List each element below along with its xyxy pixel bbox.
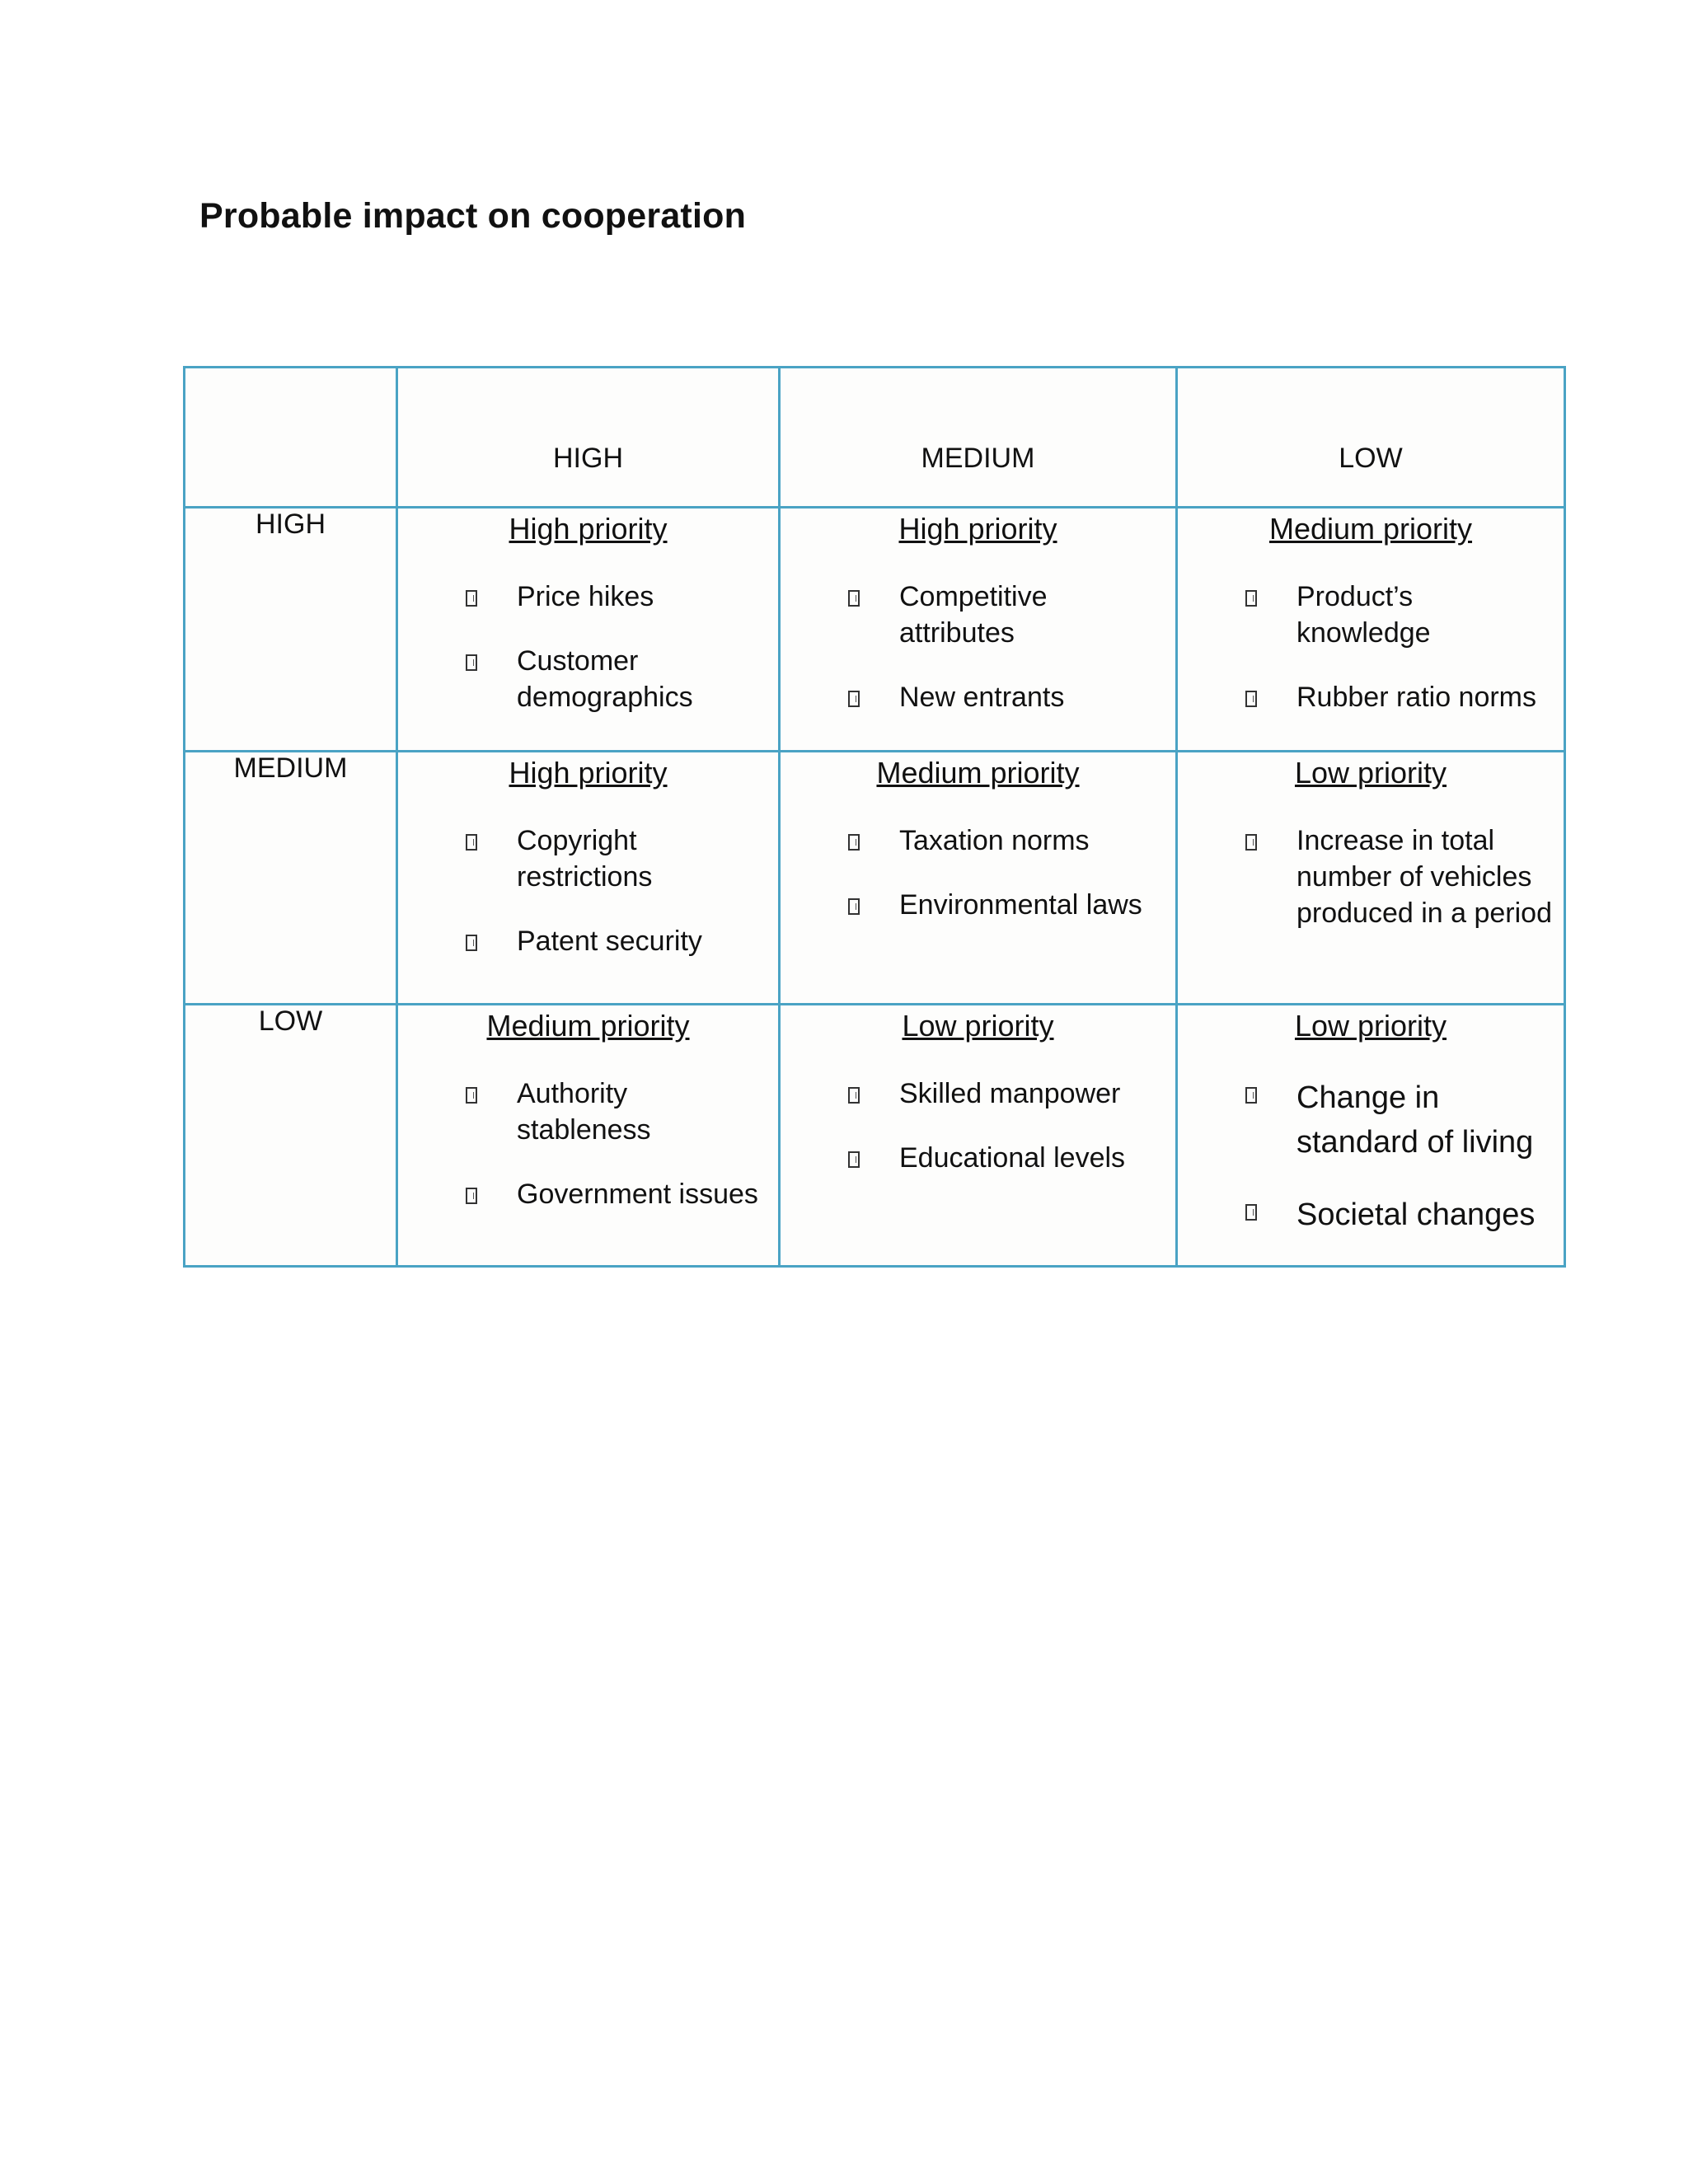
box-bullet-icon bbox=[466, 935, 477, 951]
column-header-low bbox=[1177, 368, 1565, 508]
box-bullet-icon bbox=[848, 590, 860, 607]
box-bullet-icon bbox=[466, 654, 477, 671]
column-header-medium bbox=[780, 368, 1177, 508]
column-header-label: HIGH bbox=[553, 443, 623, 474]
list-item: Customer demographics bbox=[466, 643, 768, 715]
row-header-medium bbox=[185, 752, 397, 1005]
list-item: Environmental laws bbox=[848, 887, 1165, 923]
box-bullet-icon bbox=[466, 1188, 477, 1204]
list-item: Competitive attributes bbox=[848, 579, 1165, 651]
box-bullet-icon bbox=[466, 834, 477, 851]
column-header-label: MEDIUM bbox=[921, 443, 1035, 474]
priority-title: Medium priority bbox=[1268, 512, 1473, 546]
item-list bbox=[408, 823, 768, 959]
list-item: Price hikes bbox=[466, 579, 768, 615]
item-list bbox=[1188, 579, 1554, 715]
row-header-label: LOW bbox=[258, 1005, 323, 1037]
box-bullet-icon bbox=[1245, 590, 1257, 607]
box-bullet-icon bbox=[848, 1087, 860, 1104]
column-header-high bbox=[397, 368, 780, 508]
box-bullet-icon bbox=[466, 590, 477, 607]
item-list bbox=[1188, 823, 1554, 931]
box-bullet-icon bbox=[848, 691, 860, 707]
matrix-cell bbox=[1177, 1005, 1565, 1267]
box-bullet-icon bbox=[848, 1151, 860, 1168]
item-list bbox=[408, 1076, 768, 1212]
box-bullet-icon bbox=[848, 898, 860, 915]
impact-matrix-table bbox=[183, 366, 1566, 1268]
item-list bbox=[790, 579, 1165, 715]
priority-title: Medium priority bbox=[486, 1009, 690, 1043]
table-row bbox=[185, 508, 1565, 752]
item-list bbox=[408, 579, 768, 715]
list-item: Change in standard of living bbox=[1245, 1076, 1554, 1165]
row-header-high bbox=[185, 508, 397, 752]
list-item: Rubber ratio norms bbox=[1245, 679, 1554, 715]
page-title: Probable impact on cooperation bbox=[199, 196, 747, 236]
list-item: Societal changes bbox=[1245, 1193, 1554, 1237]
list-item: Copyright restrictions bbox=[466, 823, 768, 895]
list-item: Educational levels bbox=[848, 1140, 1165, 1176]
box-bullet-icon bbox=[466, 1087, 477, 1104]
corner-cell bbox=[185, 368, 397, 508]
column-header-label: LOW bbox=[1339, 443, 1403, 474]
row-header-label: HIGH bbox=[256, 509, 326, 540]
box-bullet-icon bbox=[848, 834, 860, 851]
priority-title: Low priority bbox=[902, 1009, 1054, 1043]
matrix-cell bbox=[780, 1005, 1177, 1267]
list-item: Patent security bbox=[466, 923, 768, 959]
matrix-cell bbox=[780, 508, 1177, 752]
box-bullet-icon bbox=[1245, 834, 1257, 851]
matrix-cell bbox=[780, 752, 1177, 1005]
item-list bbox=[790, 823, 1165, 923]
priority-title: High priority bbox=[509, 512, 668, 546]
priority-title: Low priority bbox=[1294, 1009, 1447, 1043]
list-item: Government issues bbox=[466, 1176, 768, 1212]
matrix-cell bbox=[397, 752, 780, 1005]
list-item: New entrants bbox=[848, 679, 1165, 715]
matrix-cell bbox=[397, 508, 780, 752]
list-item: Increase in total number of vehicles produced in a period bbox=[1245, 823, 1554, 931]
priority-title: High priority bbox=[898, 512, 1057, 546]
priority-title: Low priority bbox=[1294, 756, 1447, 790]
priority-title: High priority bbox=[509, 756, 668, 790]
table-row bbox=[185, 1005, 1565, 1267]
header-row bbox=[185, 368, 1565, 508]
box-bullet-icon bbox=[1245, 691, 1257, 707]
box-bullet-icon bbox=[1245, 1204, 1257, 1221]
matrix-cell bbox=[397, 1005, 780, 1267]
item-list bbox=[1188, 1076, 1554, 1237]
list-item: Product’s knowledge bbox=[1245, 579, 1554, 651]
table-row bbox=[185, 752, 1565, 1005]
priority-title: Medium priority bbox=[876, 756, 1080, 790]
list-item: Skilled manpower bbox=[848, 1076, 1165, 1112]
list-item: Authority stableness bbox=[466, 1076, 768, 1148]
matrix-cell bbox=[1177, 508, 1565, 752]
list-item: Taxation norms bbox=[848, 823, 1165, 859]
matrix-cell bbox=[1177, 752, 1565, 1005]
item-list bbox=[790, 1076, 1165, 1176]
box-bullet-icon bbox=[1245, 1087, 1257, 1104]
row-header-label: MEDIUM bbox=[233, 752, 348, 784]
row-header-low bbox=[185, 1005, 397, 1267]
